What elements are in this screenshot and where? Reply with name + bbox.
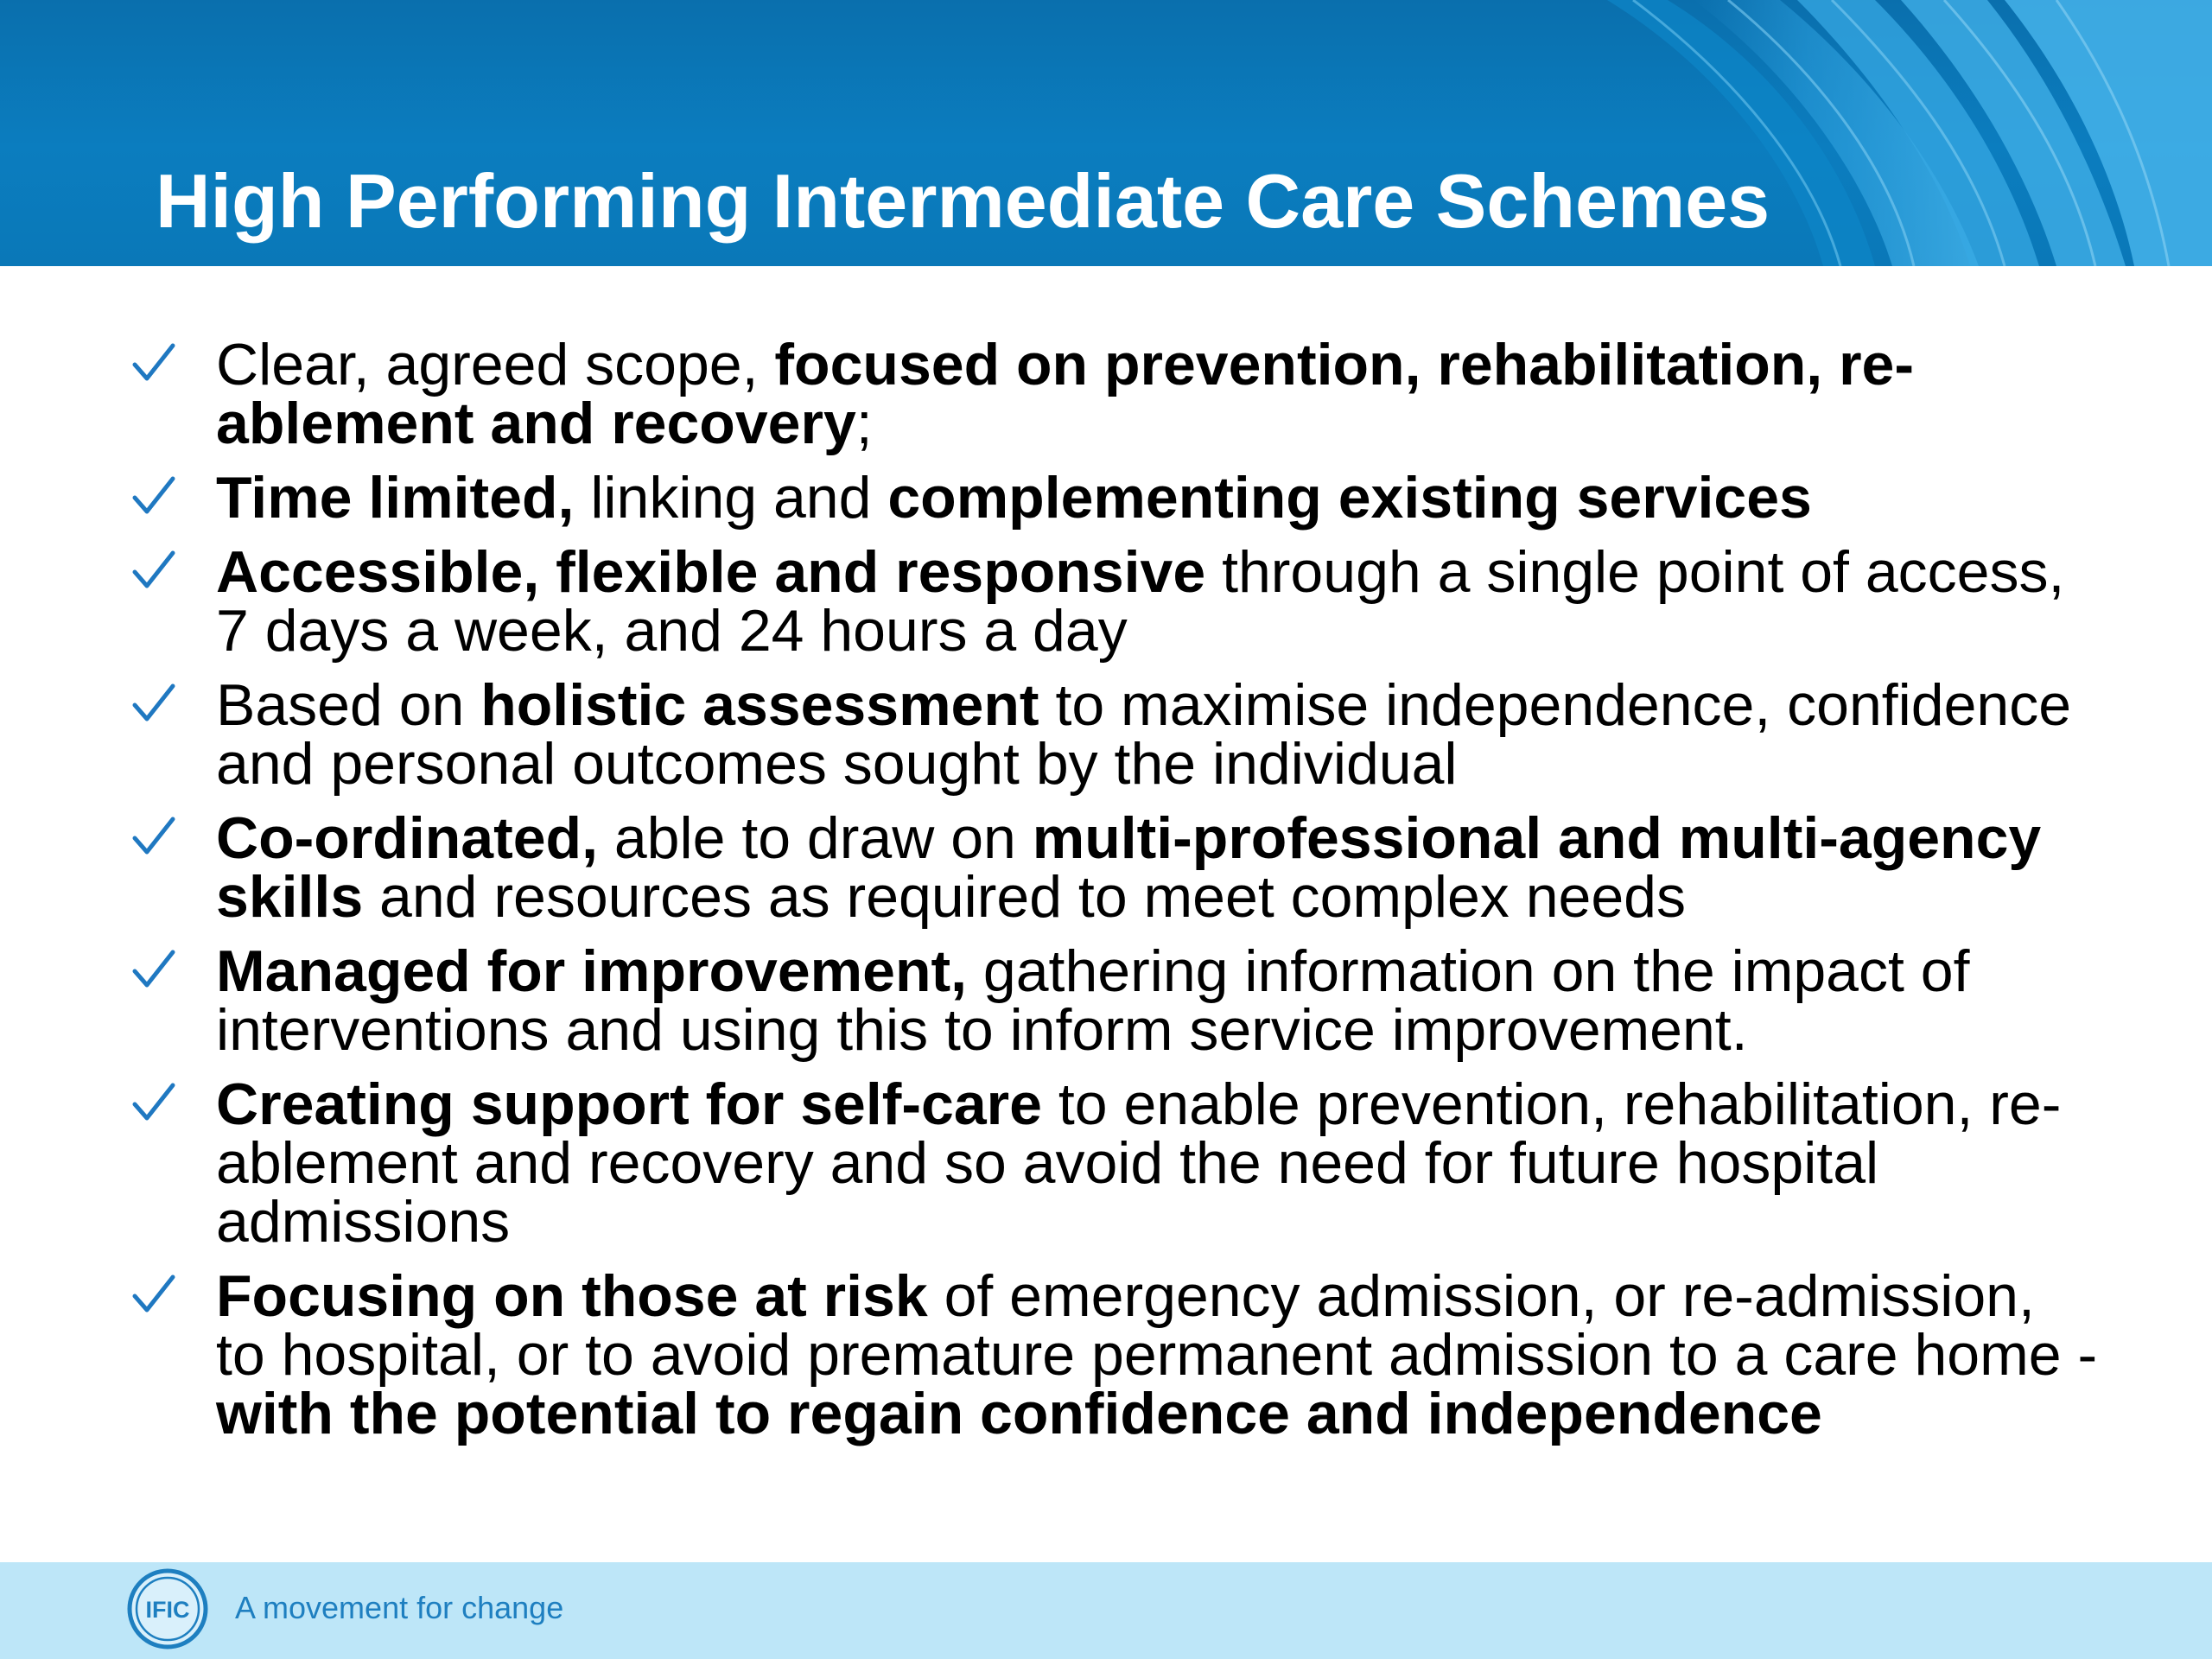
- bullet-text-regular: of emergency admission, or re-admission, to hospital, or to avoid premature permanent admission to a care home -: [216, 1263, 2098, 1388]
- checkmark-icon: [130, 339, 178, 387]
- bullet-text-regular: able to draw on: [597, 805, 1033, 871]
- checkmark-icon: [130, 812, 178, 861]
- bullet-list: [130, 332, 2100, 1459]
- footer-tagline: A movement for change: [235, 1590, 564, 1625]
- bullet-text-regular: Based on: [216, 672, 481, 738]
- checkmark-icon: [130, 945, 178, 994]
- bullet-text-bold: Accessible, flexible and responsive: [216, 539, 1206, 605]
- bullet-text-bold: with the potential to regain confidence and independence: [216, 1381, 1822, 1446]
- bullet-text-bold: Focusing on those at risk: [216, 1263, 928, 1329]
- bullet-text-bold: focused on prevention, rehabilitation, re-ablement and recovery: [216, 332, 1915, 456]
- bullet-text-bold: complementing existing services: [887, 465, 1812, 531]
- ific-logo-icon: [126, 1567, 209, 1650]
- bullet-text: [216, 938, 1969, 1063]
- bullet-text-bold: Creating support for self-care: [216, 1071, 1042, 1137]
- checkmark-icon: [130, 472, 178, 520]
- bullet-text-regular: through a single point of access, 7 days a week, and 24 hours a day: [216, 539, 2065, 664]
- bullet-text-regular: Clear, agreed scope,: [216, 332, 775, 397]
- header-banner: [0, 0, 2212, 266]
- bullet-text-regular: to maximise independence, confidence and personal outcomes sought by the individual: [216, 672, 2072, 797]
- bullet-text-regular: linking and: [574, 465, 888, 531]
- checkmark-icon: [130, 1078, 178, 1127]
- bullet-text: [216, 1071, 2061, 1255]
- bullet-text-bold: Co-ordinated,: [216, 805, 598, 871]
- bullet-item: [130, 332, 2100, 456]
- bullet-text-regular: gathering information on the impact of interventions and using this to inform service improvement.: [216, 938, 1970, 1063]
- bullet-text-regular: to enable prevention, rehabilitation, re-ablement and recovery and so avoid the need for future hospital admissions: [216, 1071, 2062, 1255]
- bullet-item: [130, 465, 2100, 531]
- bullet-text-bold: multi-professional and multi-agency skills: [216, 805, 2042, 930]
- bullet-item: [130, 672, 2100, 797]
- bullet-text-regular: and resources as required to meet complex needs: [363, 864, 1686, 930]
- bullet-text-bold: Managed for improvement,: [216, 938, 968, 1004]
- checkmark-icon: [130, 1270, 178, 1319]
- bullet-text: [216, 805, 2041, 930]
- bullet-item: [130, 805, 2100, 930]
- bullet-item: [130, 539, 2100, 664]
- bullet-text-regular: ;: [855, 391, 873, 456]
- bullet-text: [216, 332, 1914, 456]
- bullet-text: [216, 672, 2071, 797]
- bullet-text: [216, 465, 1812, 531]
- svg-text:IFIC: IFIC: [145, 1597, 190, 1623]
- bullet-text-bold: holistic assessment: [480, 672, 1039, 738]
- checkmark-icon: [130, 546, 178, 594]
- bullet-text: [216, 539, 2064, 664]
- checkmark-icon: [130, 679, 178, 728]
- bullet-text: [216, 1263, 2097, 1446]
- page-title: High Performing Intermediate Care Schemes: [156, 158, 1770, 244]
- bullet-text-bold: Time limited,: [216, 465, 575, 531]
- bullet-item: [130, 1263, 2100, 1446]
- bullet-item: [130, 938, 2100, 1063]
- bullet-item: [130, 1071, 2100, 1255]
